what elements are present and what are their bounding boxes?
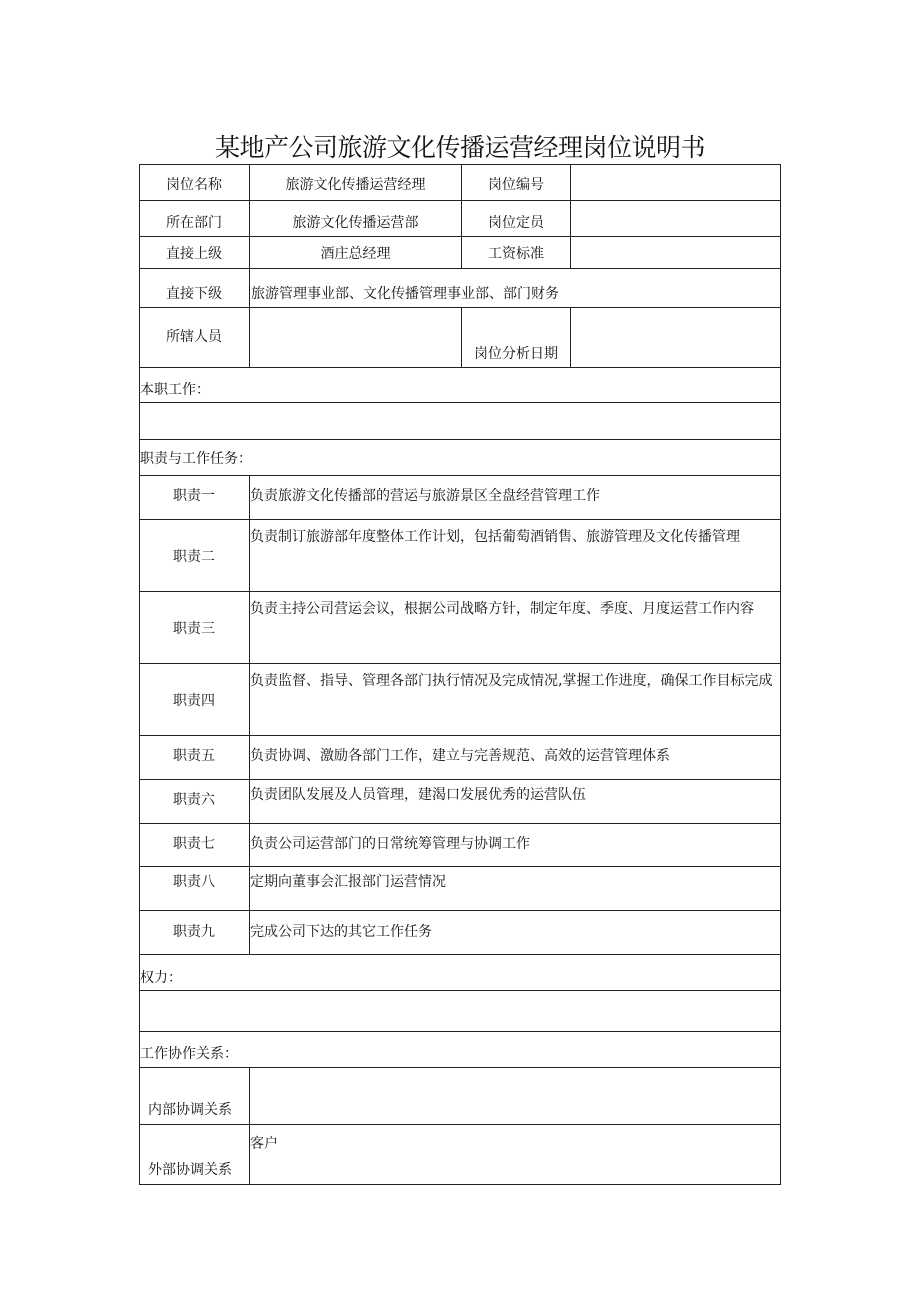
duty-text: 负责公司运营部门的日常统筹管理与协调工作 [250, 836, 530, 852]
external-relations-label: 外部协调关系 [148, 1162, 232, 1178]
duty-label: 职责九 [173, 924, 215, 940]
analysis-date-value [571, 340, 780, 368]
position-grade-value [571, 209, 780, 237]
duty-label: 职责一 [173, 488, 215, 504]
duty-text: 负责制订旅游部年度整体工作计划，包括葡萄酒销售、旅游管理及文化传播管理 [250, 529, 740, 545]
duty-label: 职责四 [173, 693, 215, 709]
duty-text: 负责旅游文化传播部的营运与旅游景区全盘经营管理工作 [250, 488, 600, 504]
authority-label: 权力： [140, 970, 182, 986]
duties-label: 职责与工作任务： [140, 451, 252, 467]
duty-label: 职责八 [173, 874, 215, 890]
superior-label: 直接上级 [166, 246, 222, 262]
duty-text: 负责团队发展及人员管理，建渴口发展优秀的运营队伍 [250, 787, 586, 803]
duty-text: 负责监督、指导、管理各部门执行情况及完成情况,掌握工作进度，确保工作目标完成 [250, 673, 773, 689]
subordinate-value: 旅游管理事业部、文化传播管理事业部、部门财务 [251, 286, 559, 302]
job-description-form [139, 164, 781, 1185]
position-grade-label: 岗位定员 [488, 215, 544, 231]
staff-label: 所辖人员 [166, 329, 222, 345]
position-number-value [571, 171, 780, 199]
external-relations-value: 客户 [250, 1136, 278, 1152]
main-work-label: 本职工作： [140, 382, 210, 398]
main-work-value [142, 406, 772, 434]
internal-relations-value [250, 1070, 780, 1098]
department-value: 旅游文化传播运营部 [292, 215, 419, 231]
duty-label: 职责六 [173, 792, 215, 808]
position-number-label: 岗位编号 [488, 177, 544, 193]
duty-text: 完成公司下达的其它工作任务 [250, 924, 432, 940]
staff-value [250, 323, 461, 351]
position-name-label: 岗位名称 [166, 177, 222, 193]
authority-value [142, 997, 772, 1025]
relations-label: 工作协作关系： [140, 1046, 238, 1062]
duty-label: 职责七 [173, 836, 215, 852]
position-name-value: 旅游文化传播运营经理 [285, 177, 426, 193]
department-label: 所在部门 [166, 215, 222, 231]
duty-label: 职责二 [173, 549, 215, 565]
subordinate-label: 直接下级 [166, 286, 222, 302]
salary-label: 工资标准 [488, 246, 544, 262]
duty-text: 负责主持公司营运会议，根据公司战略方针，制定年度、季度、月度运营工作内容 [250, 601, 754, 617]
duty-text: 定期向董事会汇报部门运营情况 [250, 874, 446, 890]
salary-value [571, 240, 780, 268]
analysis-date-label: 岗位分析日期 [474, 346, 558, 362]
duty-text: 负责协调、激励各部门工作，建立与完善规范、高效的运营管理体系 [250, 748, 670, 764]
internal-relations-label: 内部协调关系 [148, 1102, 232, 1118]
duty-label: 职责三 [173, 621, 215, 637]
page-title: 某地产公司旅游文化传播运营经理岗位说明书 [214, 133, 705, 162]
duty-label: 职责五 [173, 748, 215, 764]
superior-value: 酒庄总经理 [320, 246, 391, 262]
